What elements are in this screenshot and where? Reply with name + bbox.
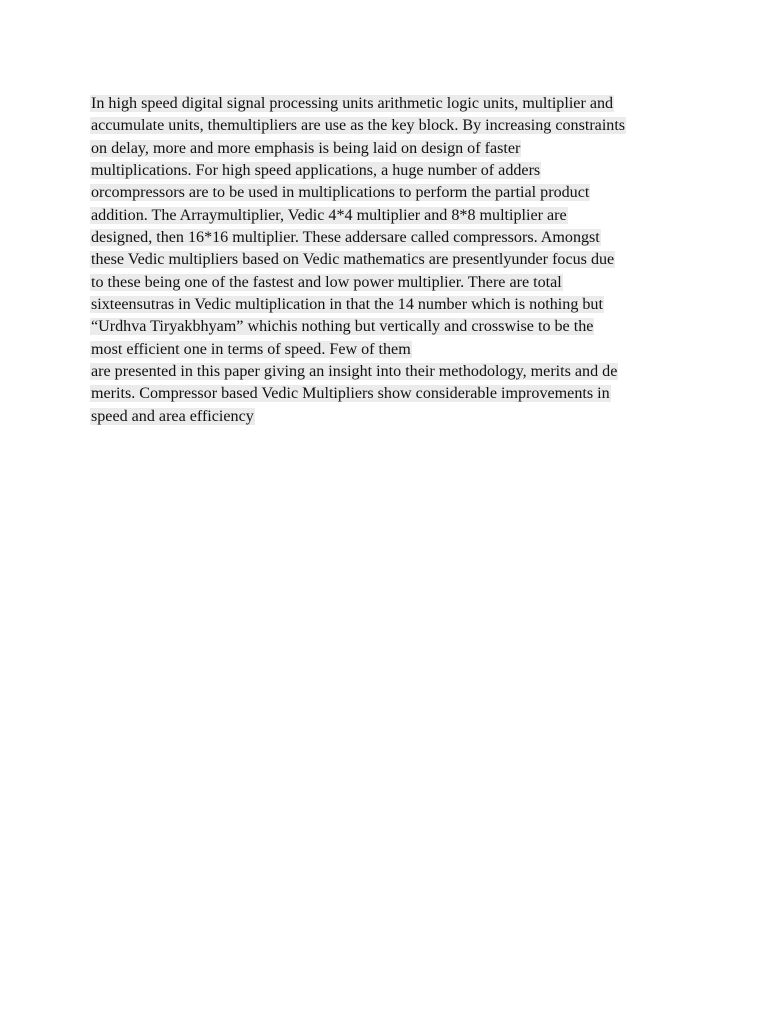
highlighted-text: sixteensutras in Vedic multiplication in that the 14 number which is nothing but (91, 296, 603, 314)
highlighted-text: multiplications. For high speed applications, a huge number of adders (91, 162, 541, 180)
highlighted-text: to these being one of the fastest and low power multiplier. There are total (91, 273, 562, 291)
text-line (90, 339, 690, 361)
highlighted-text: on delay, more and more emphasis is being laid on design of faster (91, 139, 521, 157)
text-line (90, 272, 690, 294)
highlighted-text: most efficient one in terms of speed. Few of them (91, 340, 411, 358)
text-line (90, 383, 690, 405)
text-line (90, 227, 690, 249)
text-line (90, 115, 690, 137)
highlighted-text: “Urdhva Tiryakbhyam” whichis nothing but vertically and crosswise to be the (91, 318, 594, 336)
highlighted-text: orcompressors are to be used in multiplications to perform the partial product (91, 184, 590, 202)
highlighted-text: addition. The Arraymultiplier, Vedic 4*4 multiplier and 8*8 multiplier are (91, 206, 567, 224)
highlighted-text: In high speed digital signal processing units arithmetic logic units, multiplier and (91, 95, 614, 112)
highlighted-text: speed and area efficiency (91, 407, 254, 425)
highlighted-text: these Vedic multipliers based on Vedic mathematics are presentlyunder focus due (91, 251, 615, 269)
text-line (90, 294, 690, 316)
text-line (90, 361, 690, 383)
text-line (90, 93, 690, 115)
text-line (90, 406, 690, 428)
text-line (90, 205, 690, 227)
text-line (90, 249, 690, 271)
highlighted-text: merits. Compressor based Vedic Multipliers show considerable improvements in (91, 385, 610, 403)
text-line (90, 316, 690, 338)
highlighted-text: accumulate units, themultipliers are use as the key block. By increasing constraints (91, 117, 626, 135)
text-line (90, 182, 690, 204)
text-line (90, 160, 690, 182)
highlighted-text: designed, then 16*16 multiplier. These addersare called compressors. Amongst (91, 229, 600, 247)
abstract-paragraph (90, 93, 690, 428)
highlighted-text: are presented in this paper giving an insight into their methodology, merits and de (91, 363, 618, 381)
text-line (90, 138, 690, 160)
